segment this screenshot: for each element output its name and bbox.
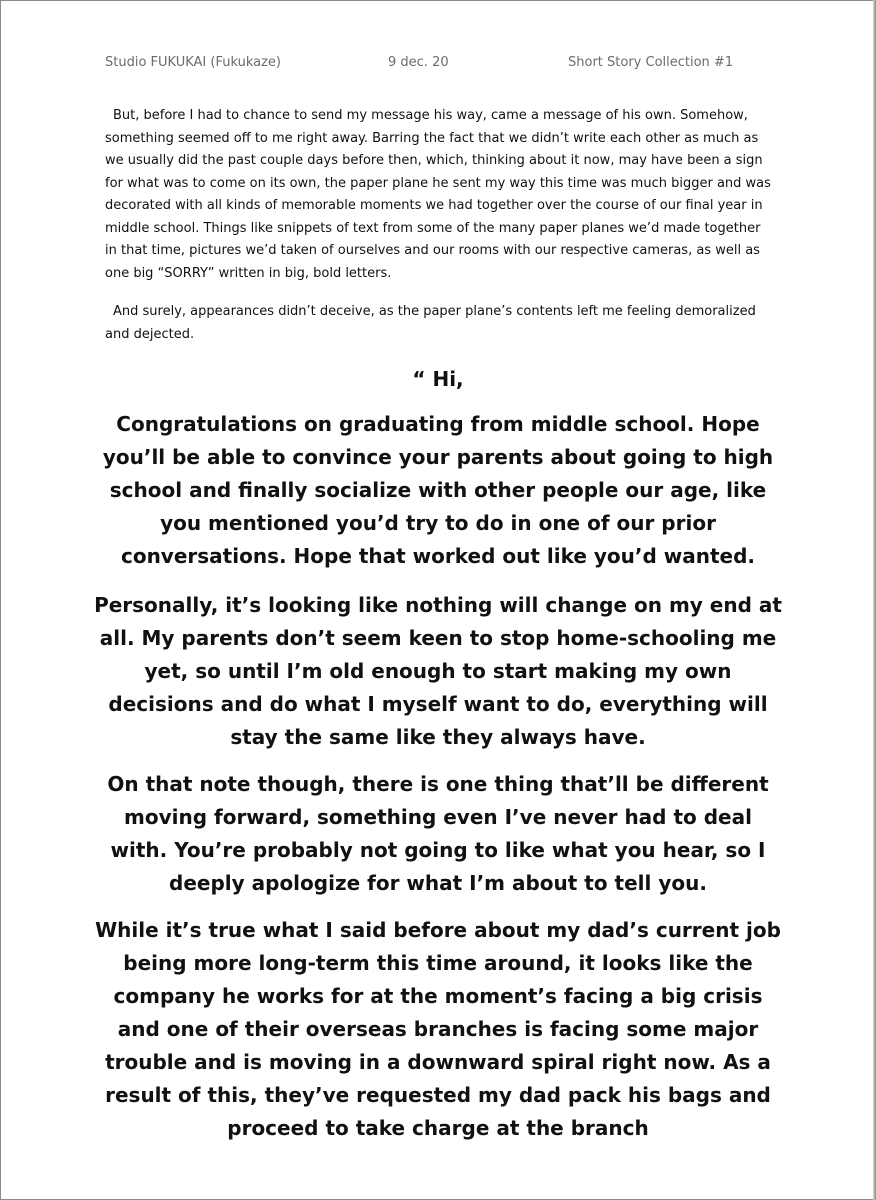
- page-header: [105, 55, 785, 77]
- header-studio: Studio FUKUKAI (Fukukaze): [105, 55, 281, 70]
- letter-greeting: [93, 363, 783, 396]
- letter-paragraph-1: [93, 408, 783, 573]
- narration-text-2: And surely, appearances didn’t deceive, as the paper plane’s contents left me feeling demoralized and dejected.: [105, 304, 756, 342]
- letter-text-3: On that note though, there is one thing that’ll be different moving forward, something even I’ve never had to deal with. You’re probably not going to like what you hear, so I deeply apologize for what I’m about to tell you.: [107, 772, 769, 895]
- letter-greeting-text: “ Hi,: [412, 367, 464, 391]
- letter-paragraph-2: [93, 589, 783, 754]
- letter-text-2: Personally, it’s looking like nothing will change on my end at all. My parents don’t seem keen to stop home-schooling me yet, so until I’m old enough to start making my own decisions and do what I myself want to do, everything will stay the same like they always have.: [94, 593, 782, 749]
- narration-paragraph-1: [105, 105, 771, 285]
- header-collection: Short Story Collection #1: [568, 55, 734, 70]
- narration-text-1: But, before I had to chance to send my message his way, came a message of his own. Somehow, something seemed off to me right away. Barring the fact that we didn’t write each other as much as we usually did the past couple days before then, which, thinking about it now, may have been a sign for what was to come on its own, the paper plane he sent my way this time was much bigger and was decorated with all kinds of memorable moments we had together over the course of our final year in middle school. Things like snippets of text from some of the many paper planes we’d made together in that time, pictures we’d taken of ourselves and our rooms with our respective cameras, as well as one big “SORRY” written in big, bold letters.: [105, 108, 771, 281]
- letter-text-4: While it’s true what I said before about my dad’s current job being more long-term this time around, it looks like the company he works for at the moment’s facing a big crisis and one of their overseas branches is facing some major trouble and is moving in a downward spiral right now. As a result of this, they’ve requested my dad pack his bags and proceed to take charge at the branch: [95, 918, 781, 1140]
- letter-paragraph-4: [93, 914, 783, 1145]
- letter-paragraph-3: [93, 768, 783, 900]
- narration-paragraph-2: [105, 301, 771, 346]
- header-date: 9 dec. 20: [388, 55, 449, 70]
- letter-text-1: Congratulations on graduating from middle school. Hope you’ll be able to convince your parents about going to high school and finally socialize with other people our age, like you mentioned you’d try to do in one of our prior conversations. Hope that worked out like you’d wanted.: [102, 412, 774, 568]
